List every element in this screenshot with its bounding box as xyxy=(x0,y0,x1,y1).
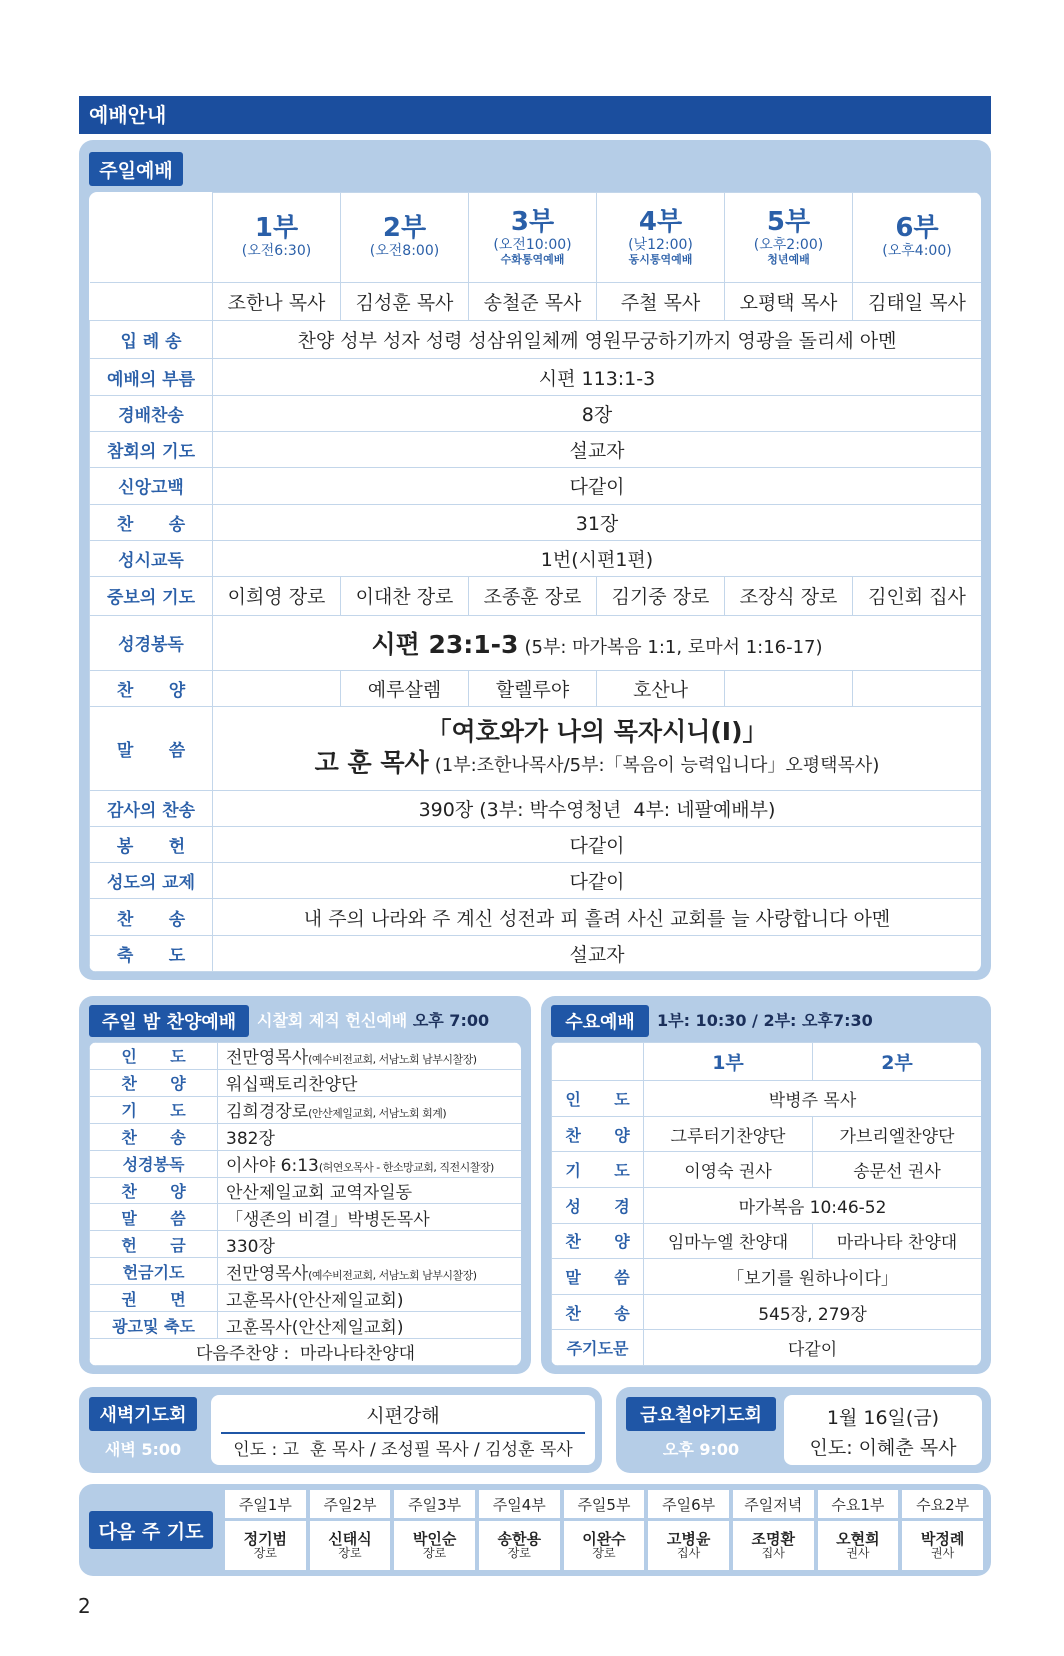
service-1-pastor: 조한나 목사 xyxy=(213,282,341,320)
order-row xyxy=(90,790,982,826)
order-label: 성경봉독 xyxy=(90,615,213,670)
intercessor: 조종훈 장로 xyxy=(469,577,597,615)
wednesday-worship-tag: 수요예배 xyxy=(551,1005,649,1037)
wednesday-order-table xyxy=(551,1042,981,1366)
wednesday-time: 1부: 10:30 / 2부: 오후7:30 xyxy=(657,1011,873,1030)
praise-choir xyxy=(853,671,982,707)
order-row xyxy=(90,359,982,395)
prayer-person: 이완수 장로 xyxy=(564,1521,645,1570)
sunday-worship-tag: 주일예배 xyxy=(89,152,183,186)
scripture-main: 시편 23:1-3 xyxy=(371,629,519,659)
order-label: 경배찬송 xyxy=(90,395,213,431)
order-row xyxy=(90,395,982,431)
service-1-header: 1부 (오전6:30) xyxy=(213,193,341,283)
friday-prayer-leader: 인도: 이혜춘 목사 xyxy=(809,1437,957,1459)
sermon-row xyxy=(90,707,982,790)
wednesday-row: 인 도 박병주 목사 xyxy=(552,1081,982,1117)
prayer-person: 송한용 장로 xyxy=(479,1521,560,1570)
order-value: 시편 113:1-3 xyxy=(213,359,982,395)
service-2-header: 2부 (오전8:00) xyxy=(341,193,469,283)
service-6-header: 6부 (오후4:00) xyxy=(853,193,982,283)
wednesday-row: 기 도 이영숙 권사 송문선 권사 xyxy=(552,1152,982,1188)
service-4-header: 4부 (낮12:00) 동시통역예배 xyxy=(597,193,725,283)
evening-row: 찬 송 382장 xyxy=(90,1123,522,1150)
order-value: 설교자 xyxy=(213,935,982,971)
order-label: 신앙고백 xyxy=(90,468,213,504)
intercessor: 이대찬 장로 xyxy=(341,577,469,615)
sermon-value xyxy=(213,707,982,790)
prayer-person: 박정례 권사 xyxy=(902,1521,983,1570)
praise-choir: 호산나 xyxy=(597,671,725,707)
order-value: 찬양 성부 성자 성령 성삼위일체께 영원무궁하기까지 영광을 돌리세 아멘 xyxy=(213,321,982,359)
dawn-prayer-time: 새벽 5:00 xyxy=(104,1440,182,1459)
wednesday-row: 주기도문 다같이 xyxy=(552,1330,982,1366)
page-number: 2 xyxy=(78,1594,91,1618)
prayer-person: 박인순 장로 xyxy=(394,1521,475,1570)
wednesday-header-row xyxy=(552,1043,982,1081)
prayer-person: 조명환 집사 xyxy=(733,1521,814,1570)
scripture-value xyxy=(213,615,982,670)
wednesday-worship-panel xyxy=(541,996,991,1374)
next-prayer-panel xyxy=(79,1484,991,1576)
order-label: 성시교독 xyxy=(90,540,213,576)
friday-prayer-time: 오후 9:00 xyxy=(662,1440,740,1459)
order-label: 봉 헌 xyxy=(90,826,213,862)
sunday-order-table xyxy=(89,192,981,972)
dawn-prayer-panel xyxy=(79,1387,602,1473)
dawn-prayer-title: 시편강해 xyxy=(221,1401,585,1434)
wednesday-row: 찬 송 545장, 279장 xyxy=(552,1294,982,1330)
next-prayer-name-row xyxy=(225,1521,983,1570)
service-2-pastor: 김성훈 목사 xyxy=(341,282,469,320)
prayer-person: 정기범 장로 xyxy=(225,1521,306,1570)
wednesday-service-1: 1부 xyxy=(644,1043,813,1081)
service-4-pastor: 주철 목사 xyxy=(597,282,725,320)
order-row xyxy=(90,935,982,971)
service-3-header: 3부 (오전10:00) 수화통역예배 xyxy=(469,193,597,283)
evening-row: 헌 금 330장 xyxy=(90,1231,522,1258)
scripture-row xyxy=(90,615,982,670)
section-title: 예배안내 xyxy=(89,103,167,127)
evening-footer: 다음주찬양 : 마라나타찬양대 xyxy=(90,1338,522,1365)
order-label: 성도의 교제 xyxy=(90,863,213,899)
wednesday-row: 찬 양 그루터기찬양단 가브리엘찬양단 xyxy=(552,1116,982,1152)
next-prayer-header-row: 주일1부 주일2부 주일3부 주일4부 주일5부 주일6부 주일저녁 수요1부 수요2부 xyxy=(225,1490,983,1518)
order-label: 예배의 부름 xyxy=(90,359,213,395)
order-row xyxy=(90,540,982,576)
praise-choir: 할렐루야 xyxy=(469,671,597,707)
evening-footer-row xyxy=(90,1338,522,1365)
evening-row: 성경봉독 이사야 6:13(허연오목사 - 한소망교회, 직전시찰장) xyxy=(90,1150,522,1177)
praise-row xyxy=(90,671,982,707)
wednesday-row: 찬 양 임마누엘 찬양대 마라나타 찬양대 xyxy=(552,1223,982,1259)
order-label: 입 례 송 xyxy=(90,321,213,359)
evening-row: 광고및 축도 고훈목사(안산제일교회) xyxy=(90,1312,522,1339)
dawn-prayer-info xyxy=(211,1395,595,1465)
service-5-pastor: 오평택 목사 xyxy=(725,282,853,320)
order-value: 다같이 xyxy=(213,863,982,899)
order-row xyxy=(90,504,982,540)
intercessor: 이희영 장로 xyxy=(213,577,341,615)
evening-row: 인 도 전만영목사(예수비전교회, 서남노회 남부시찰장) xyxy=(90,1043,522,1070)
order-row xyxy=(90,826,982,862)
prayer-person: 고병윤 집사 xyxy=(648,1521,729,1570)
order-label: 축 도 xyxy=(90,935,213,971)
order-value: 390장 (3부: 박수영청년 4부: 네팔예배부) xyxy=(213,790,982,826)
order-value: 1번(시편1편) xyxy=(213,540,982,576)
order-label: 참회의 기도 xyxy=(90,432,213,468)
evening-row: 권 면 고훈목사(안산제일교회) xyxy=(90,1285,522,1312)
wednesday-row: 말 씀 「보기를 원하나이다」 xyxy=(552,1259,982,1295)
friday-prayer-date: 1월 16일(금) xyxy=(826,1407,940,1429)
wednesday-service-2: 2부 xyxy=(813,1043,982,1081)
order-row xyxy=(90,863,982,899)
order-label: 찬 송 xyxy=(90,504,213,540)
order-row xyxy=(90,468,982,504)
order-label: 찬 송 xyxy=(90,899,213,935)
order-value: 31장 xyxy=(213,504,982,540)
sunday-worship-panel xyxy=(79,140,991,980)
order-label: 중보의 기도 xyxy=(90,577,213,615)
prayer-person: 신태식 장로 xyxy=(310,1521,391,1570)
order-value: 다같이 xyxy=(213,468,982,504)
order-value: 다같이 xyxy=(213,826,982,862)
evening-subtitle-line xyxy=(257,1005,489,1037)
sermon-title: 「여호와가 나의 목자시니(Ⅰ)」 xyxy=(426,716,768,746)
praise-choir xyxy=(725,671,853,707)
friday-prayer-info xyxy=(784,1395,982,1465)
sermon-preacher: 고 훈 목사 xyxy=(314,747,429,777)
service-3-pastor: 송철준 목사 xyxy=(469,282,597,320)
order-value: 설교자 xyxy=(213,432,982,468)
praise-choir xyxy=(213,671,341,707)
order-value: 내 주의 나라와 주 계신 성전과 피 흘려 사신 교회를 늘 사랑합니다 아멘 xyxy=(213,899,982,935)
section-title-bar xyxy=(79,96,991,134)
intercessor: 김기중 장로 xyxy=(597,577,725,615)
evening-worship-panel xyxy=(79,996,531,1374)
praise-choir: 예루살렘 xyxy=(341,671,469,707)
evening-row: 말 씀 「생존의 비결」박병돈목사 xyxy=(90,1204,522,1231)
evening-row: 찬 양 워십팩토리찬양단 xyxy=(90,1069,522,1096)
order-value: 8장 xyxy=(213,395,982,431)
evening-worship-tag: 주일 밤 찬양예배 xyxy=(89,1005,249,1037)
service-6-pastor: 김태일 목사 xyxy=(853,282,982,320)
dawn-prayer-leaders: 인도 : 고 훈 목사 / 조성필 목사 / 김성훈 목사 xyxy=(233,1440,573,1460)
evening-row: 찬 양 안산제일교회 교역자일동 xyxy=(90,1177,522,1204)
evening-row: 헌금기도 전만영목사(예수비전교회, 서남노회 남부시찰장) xyxy=(90,1258,522,1285)
evening-row: 기 도 김희경장로(안산제일교회, 서남노회 회계) xyxy=(90,1096,522,1123)
intercessor: 김인회 집사 xyxy=(853,577,982,615)
order-label: 감사의 찬송 xyxy=(90,790,213,826)
order-row xyxy=(90,899,982,935)
intercessor: 조장식 장로 xyxy=(725,577,853,615)
pastor-row xyxy=(90,282,982,320)
prayer-person: 오현희 권사 xyxy=(818,1521,899,1570)
service-header-row xyxy=(90,193,982,283)
service-5-header: 5부 (오후2:00) 청년예배 xyxy=(725,193,853,283)
next-prayer-tag: 다음 주 기도 xyxy=(89,1511,213,1549)
evening-subtitle: 시찰회 제직 헌신예배 xyxy=(257,1011,408,1030)
dawn-prayer-tag: 새벽기도회 xyxy=(89,1397,197,1431)
order-label: 말 씀 xyxy=(90,707,213,790)
evening-order-table xyxy=(89,1042,521,1366)
scripture-note: (5부: 마가복음 1:1, 로마서 1:16-17) xyxy=(524,636,823,658)
order-row xyxy=(90,432,982,468)
intercession-row xyxy=(90,577,982,615)
evening-time: 오후 7:00 xyxy=(412,1011,490,1030)
order-row xyxy=(90,321,982,359)
order-label: 찬 양 xyxy=(90,671,213,707)
next-prayer-grid xyxy=(225,1490,983,1570)
friday-prayer-panel xyxy=(616,1387,991,1473)
wednesday-row: 성 경 마가복음 10:46-52 xyxy=(552,1188,982,1224)
friday-prayer-tag: 금요철야기도회 xyxy=(626,1397,776,1431)
sermon-note: (1부:조한나목사/5부:「복음이 능력입니다」오평택목사) xyxy=(434,754,880,776)
